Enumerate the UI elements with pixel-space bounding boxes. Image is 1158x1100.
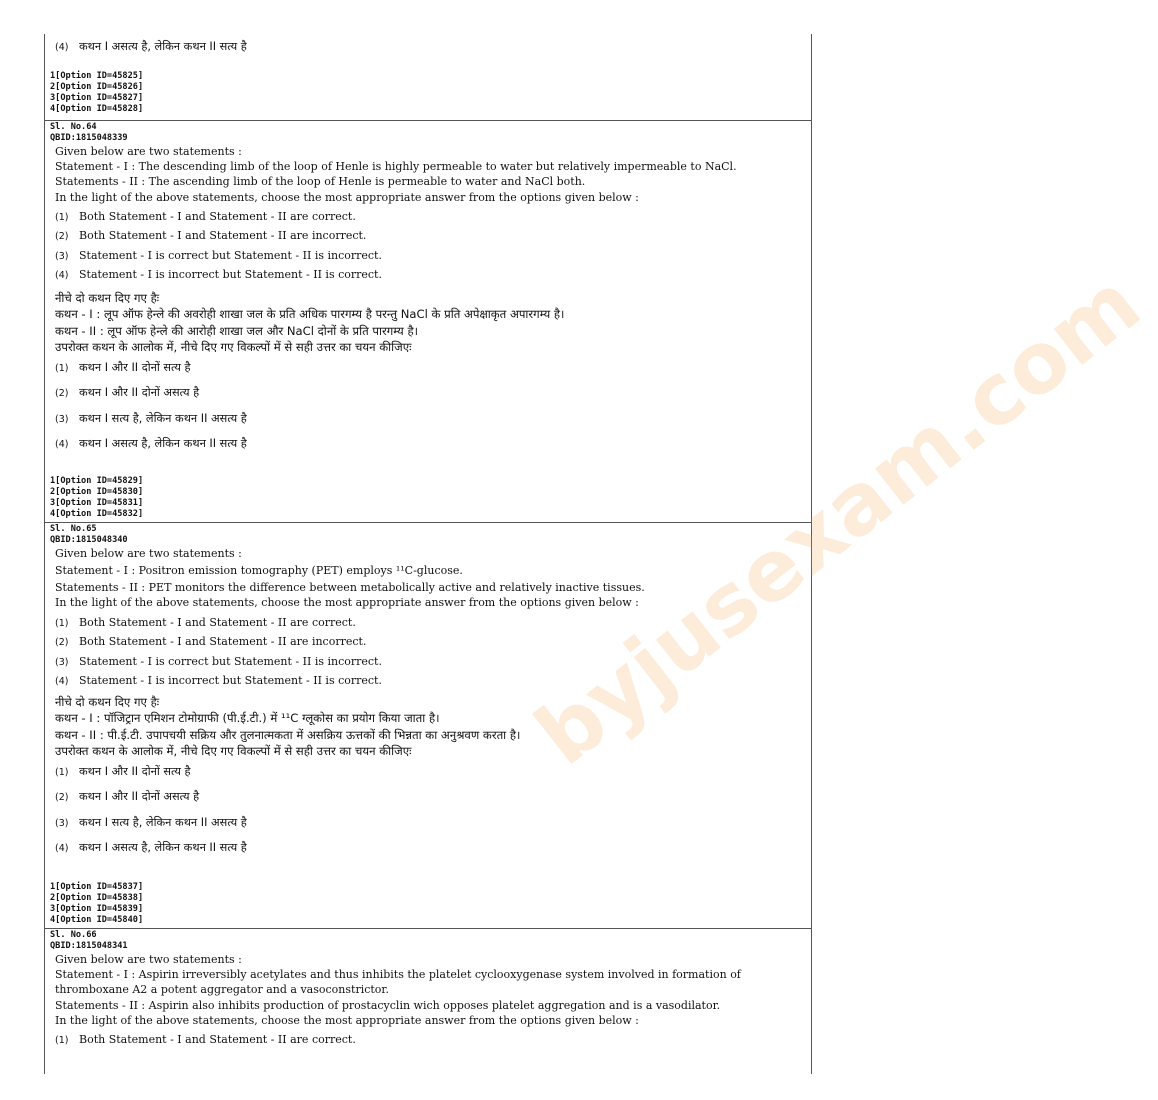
serial-number: Sl. No.65: [50, 524, 97, 534]
question-65: [45, 524, 811, 862]
option: [45, 208, 811, 228]
watermark: byjusexam.com: [517, 253, 1158, 785]
statement-1: Statement - I : Aspirin irreversibly acetylates and thus inhibits the platelet cyclooxygenase system involved in formation of thromboxane A2 a potent aggregator and a vasoconstrictor.: [55, 968, 741, 997]
hindi-option: [45, 811, 811, 837]
option-number: (2): [55, 792, 69, 804]
statement-2: Statements - II : The ascending limb of the loop of Henle is permeable to water and NaCl both.: [55, 175, 586, 189]
option-number: (3): [55, 656, 69, 668]
statement-2: Statements - II : PET monitors the difference between metabolically active and relatively inactive tissues.: [55, 581, 645, 595]
option-text: कथन I और II दोनों सत्य है: [79, 360, 191, 374]
hindi-intro: नीचे दो कथन दिए गए हैः: [55, 694, 160, 709]
option-text: कथन I और II दोनों असत्य है: [79, 790, 200, 804]
hindi-instruction: उपरोक्त कथन के आलोक में, नीचे दिए गए विकल्पों में से सही उत्तर का चयन कीजिएः: [55, 744, 412, 759]
divider: [45, 522, 811, 523]
option-text: कथन I असत्य है, लेकिन कथन II सत्य है: [79, 437, 247, 451]
option-number: (2): [55, 231, 69, 243]
option-id: 1[Option ID=45837]: [50, 882, 144, 892]
option: [45, 247, 811, 267]
option: [45, 1031, 811, 1051]
hindi-intro: नीचे दो कथन दिए गए हैः: [55, 290, 160, 305]
previous-question-fragment: [45, 36, 811, 115]
option-id: 3[Option ID=45827]: [50, 93, 144, 103]
hindi-option: [45, 760, 811, 786]
option-number: (3): [55, 413, 69, 425]
option-number: (1): [55, 1035, 69, 1047]
question-intro: Given below are two statements :: [55, 547, 242, 560]
option: [45, 227, 811, 247]
hindi-option: [45, 407, 811, 433]
option-id: 2[Option ID=45830]: [50, 487, 144, 497]
hindi-statement-1: कथन - I : पॉजिट्रान एमिशन टोमोग्राफी (पी.ई.टी.) में ¹¹C ग्लूकोस का प्रयोग किया जाता है।: [55, 711, 440, 726]
instruction: In the light of the above statements, choose the most appropriate answer from the options given below :: [55, 1013, 639, 1027]
option-id: 1[Option ID=45829]: [50, 476, 144, 486]
hindi-option: [45, 356, 811, 382]
option-text: Both Statement - I and Statement - II are correct.: [79, 209, 356, 223]
question-paper-frame: [44, 34, 812, 1074]
option-text: Statement - I is incorrect but Statement - II is correct.: [79, 268, 382, 282]
option-text: Statement - I is incorrect but Statement - II is correct.: [79, 674, 382, 688]
option-text: कथन I असत्य है, लेकिन कथन II सत्य है: [79, 841, 247, 855]
hindi-option: [45, 381, 811, 407]
option-number: (1): [55, 617, 69, 629]
option-number: (4): [55, 843, 69, 855]
option-number: (3): [55, 250, 69, 262]
qbid: QBID:1815048340: [50, 535, 128, 545]
option-number: (4): [55, 42, 69, 53]
hindi-option: [45, 36, 811, 59]
option: [45, 633, 811, 653]
question-64: [45, 122, 811, 458]
option-id: 2[Option ID=45826]: [50, 82, 144, 92]
option: [45, 266, 811, 286]
option-id: 3[Option ID=45839]: [50, 904, 144, 914]
option-id: 4[Option ID=45840]: [50, 915, 144, 925]
hindi-statement-1: कथन - I : लूप ऑफ हेन्ले की अवरोही शाखा जल के प्रति अधिक पारगम्य है परन्तु NaCl के प्रति अपेक्षाकृत अपारगम्य है।: [55, 307, 565, 322]
hindi-statement-2: कथन - II : पी.ई.टी. उपापचयी सक्रिय और तुलनात्मकता में असक्रिय ऊत्तकों की भिन्नता का अनुश्रवण करता है।: [55, 727, 521, 742]
option-text: कथन I सत्य है, लेकिन कथन II असत्य है: [79, 411, 247, 425]
instruction: In the light of the above statements, choose the most appropriate answer from the options given below :: [55, 596, 639, 610]
serial-number: Sl. No.64: [50, 122, 97, 132]
option-id: 1[Option ID=45825]: [50, 71, 144, 81]
hindi-statement-2: कथन - II : लूप ऑफ हेन्ले की आरोही शाखा जल और NaCl दोनों के प्रति पारगम्य है।: [55, 323, 419, 338]
option: [45, 672, 811, 692]
option-number: (2): [55, 637, 69, 649]
option-text: कथन I और II दोनों सत्य है: [79, 764, 191, 778]
option-number: (2): [55, 388, 69, 400]
option-id-list: [45, 882, 811, 926]
option-text: Both Statement - I and Statement - II are correct.: [79, 615, 356, 629]
option-text: Both Statement - I and Statement - II are correct.: [79, 1033, 356, 1047]
option-text: Statement - I is correct but Statement - II is incorrect.: [79, 654, 382, 668]
option-id: 3[Option ID=45831]: [50, 498, 144, 508]
option-number: (4): [55, 676, 69, 688]
option: [45, 614, 811, 634]
option-text: Statement - I is correct but Statement - II is incorrect.: [79, 248, 382, 262]
option-text: Both Statement - I and Statement - II are incorrect.: [79, 229, 367, 243]
option-number: (1): [55, 766, 69, 778]
option-id: 2[Option ID=45838]: [50, 893, 144, 903]
option-id: 4[Option ID=45828]: [50, 104, 144, 114]
statement-1: Statement - I : Positron emission tomography (PET) employs ¹¹C-glucose.: [55, 564, 463, 578]
option-text: कथन I असत्य है, लेकिन कथन II सत्य है: [79, 40, 247, 53]
divider: [45, 928, 811, 929]
question-66: [45, 930, 811, 1051]
option-number: (1): [55, 362, 69, 374]
hindi-option: [45, 836, 811, 862]
hindi-option: [45, 785, 811, 811]
question-intro: Given below are two statements :: [55, 145, 242, 158]
instruction: In the light of the above statements, choose the most appropriate answer from the options given below :: [55, 190, 639, 204]
option-id-list: [45, 476, 811, 520]
option-number: (1): [55, 211, 69, 223]
hindi-instruction: उपरोक्त कथन के आलोक में, नीचे दिए गए विकल्पों में से सही उत्तर का चयन कीजिएः: [55, 340, 412, 355]
option-number: (4): [55, 270, 69, 282]
qbid: QBID:1815048341: [50, 941, 128, 951]
divider: [45, 120, 811, 121]
option-id: 4[Option ID=45832]: [50, 509, 144, 519]
option-number: (3): [55, 817, 69, 829]
statement-2: Statements - II : Aspirin also inhibits production of prostacyclin wich opposes platelet aggregation and is a vasodilator.: [55, 998, 721, 1012]
serial-number: Sl. No.66: [50, 930, 97, 940]
option-text: कथन I सत्य है, लेकिन कथन II असत्य है: [79, 815, 247, 829]
option: [45, 653, 811, 673]
option-number: (4): [55, 439, 69, 451]
hindi-option: [45, 432, 811, 458]
statement-1: Statement - I : The descending limb of the loop of Henle is highly permeable to water but relatively impermeable to NaCl.: [55, 160, 737, 174]
question-intro: Given below are two statements :: [55, 953, 242, 966]
qbid: QBID:1815048339: [50, 133, 128, 143]
option-text: Both Statement - I and Statement - II are incorrect.: [79, 635, 367, 649]
option-text: कथन I और II दोनों असत्य है: [79, 386, 200, 400]
